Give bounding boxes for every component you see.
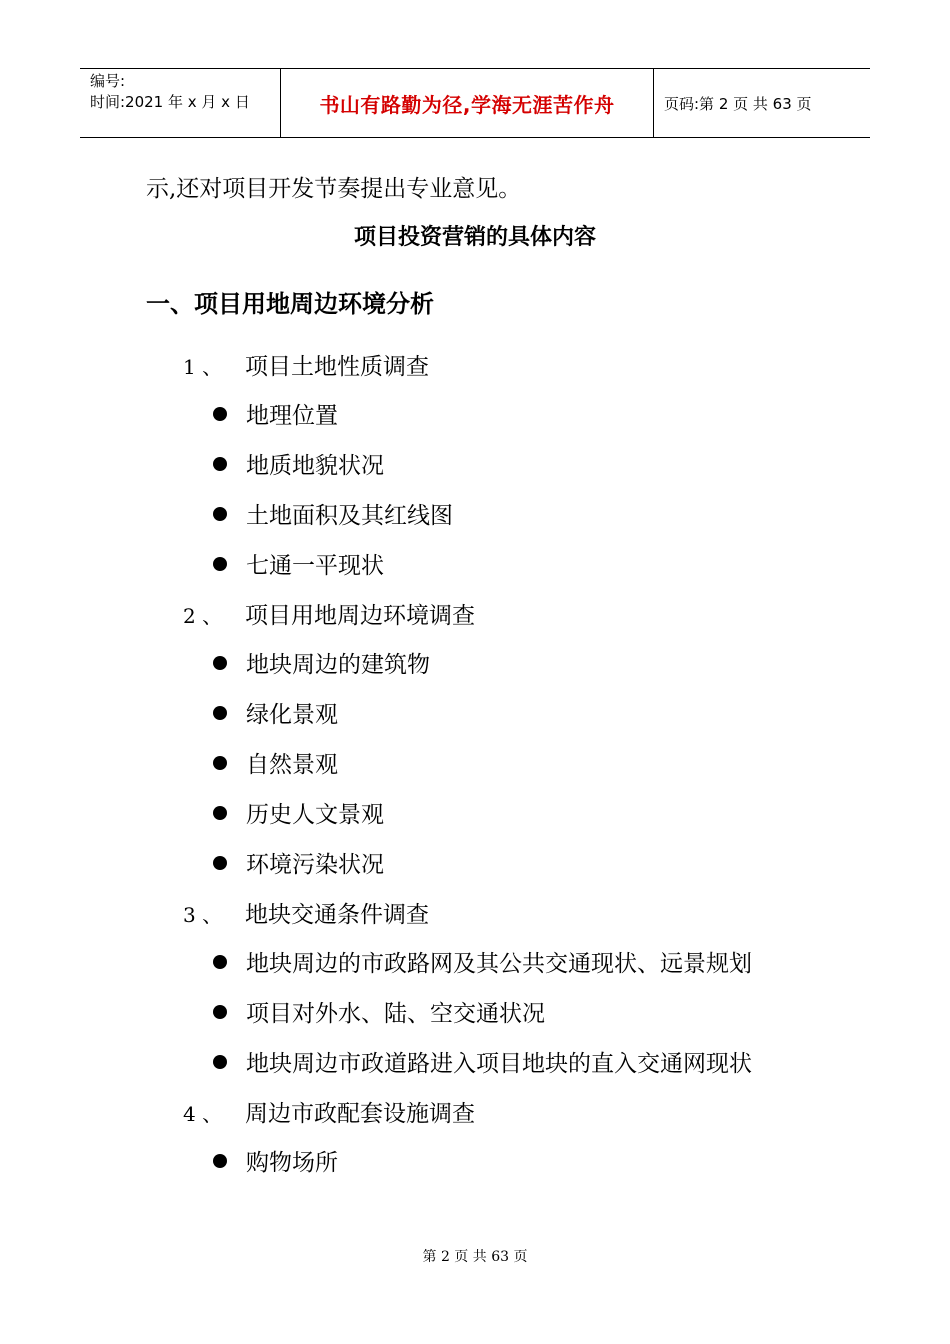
- bullet-icon: [213, 557, 227, 571]
- bullet-icon: [213, 507, 227, 521]
- header-number-label: 编号:: [90, 72, 126, 90]
- bullet-text: 购物场所: [246, 1150, 338, 1176]
- item-text: 项目用地周边环境调查: [245, 603, 475, 629]
- intro-line: 示,还对项目开发节奏提出专业意见。: [146, 176, 522, 202]
- bullet-item: [213, 547, 384, 580]
- bullet-icon: [213, 955, 227, 969]
- bullet-icon: [213, 1154, 227, 1168]
- bullet-text: 地块周边的市政路网及其公共交通现状、远景规划: [246, 951, 752, 977]
- bullet-item: [213, 846, 384, 879]
- numbered-item-3: [183, 896, 429, 929]
- bullet-item: [213, 397, 338, 430]
- bullet-item: [213, 796, 384, 829]
- bullet-icon: [213, 1055, 227, 1069]
- bullet-text: 地质地貌状况: [246, 453, 384, 479]
- bullet-icon: [213, 1005, 227, 1019]
- bullet-text: 地块周边的建筑物: [246, 652, 430, 678]
- bullet-icon: [213, 656, 227, 670]
- bullet-icon: [213, 706, 227, 720]
- item-number: 3 、: [183, 903, 223, 927]
- header-page-info: 页码:第 2 页 共 63 页: [664, 94, 812, 113]
- page-footer: 第 2 页 共 63 页: [422, 1249, 528, 1265]
- item-text: 周边市政配套设施调查: [245, 1101, 475, 1127]
- bullet-icon: [213, 407, 227, 421]
- bullet-item: [213, 497, 453, 530]
- item-number: 1 、: [183, 355, 223, 379]
- header-meta: [80, 69, 281, 137]
- item-text: 地块交通条件调查: [245, 902, 429, 928]
- bullet-text: 历史人文景观: [246, 802, 384, 828]
- item-text: 项目土地性质调查: [245, 354, 429, 380]
- bullet-item: [213, 1144, 338, 1177]
- numbered-item-1: [183, 348, 429, 381]
- bullet-icon: [213, 457, 227, 471]
- bullet-text: 土地面积及其红线图: [246, 503, 453, 529]
- item-number: 4 、: [183, 1102, 223, 1126]
- bullet-item: [213, 646, 430, 679]
- page-header: [80, 68, 870, 138]
- bullet-text: 地理位置: [246, 403, 338, 429]
- bullet-text: 地块周边市政道路进入项目地块的直入交通网现状: [246, 1051, 752, 1077]
- bullet-text: 项目对外水、陆、空交通状况: [246, 1001, 545, 1027]
- bullet-item: [213, 995, 545, 1028]
- bullet-text: 绿化景观: [246, 702, 338, 728]
- numbered-item-4: [183, 1095, 475, 1128]
- section-heading-1: 一、项目用地周边环境分析: [146, 290, 434, 318]
- numbered-item-2: [183, 597, 475, 630]
- bullet-item: [213, 447, 384, 480]
- document-title: 项目投资营销的具体内容: [353, 225, 596, 250]
- bullet-icon: [213, 856, 227, 870]
- bullet-item: [213, 945, 752, 978]
- bullet-item: [213, 1045, 752, 1078]
- bullet-icon: [213, 806, 227, 820]
- bullet-item: [213, 696, 338, 729]
- bullet-text: 七通一平现状: [246, 553, 384, 579]
- bullet-text: 环境污染状况: [246, 852, 384, 878]
- bullet-icon: [213, 756, 227, 770]
- bullet-text: 自然景观: [246, 752, 338, 778]
- bullet-item: [213, 746, 338, 779]
- header-time-label: 时间:2021 年 x 月 x 日: [90, 93, 250, 111]
- item-number: 2 、: [183, 604, 223, 628]
- header-motto: 书山有路勤为径,学海无涯苦作舟: [281, 69, 654, 137]
